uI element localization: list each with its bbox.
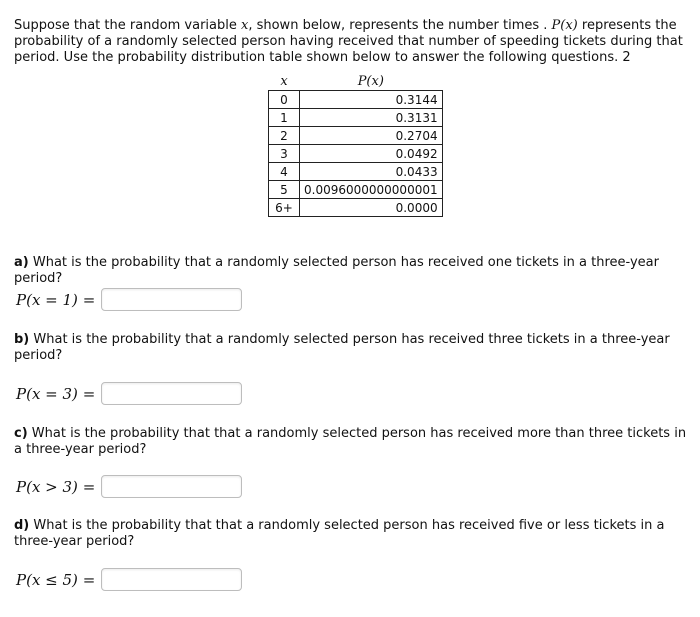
prob-label-b: P(x = 3) = bbox=[16, 384, 96, 403]
answer-input-c[interactable] bbox=[101, 475, 242, 498]
px-symbol: P(x) bbox=[551, 18, 578, 33]
table-row: 3 0.0492 bbox=[269, 145, 443, 163]
table-header-x: x bbox=[280, 73, 288, 89]
question-a: a) What is the probability that a randomly selected person has received one tickets in a three-year period? bbox=[14, 255, 659, 286]
table-row: 2 0.2704 bbox=[269, 127, 443, 145]
prob-label-a: P(x = 1) = bbox=[16, 290, 96, 309]
prob-label-c: P(x > 3) = bbox=[16, 477, 96, 496]
answer-input-b[interactable] bbox=[101, 382, 242, 405]
answer-row-d bbox=[16, 568, 242, 591]
table-row: 1 0.3131 bbox=[269, 109, 443, 127]
prob-label-d: P(x ≤ 5) = bbox=[16, 570, 96, 589]
answer-row-c bbox=[16, 475, 242, 498]
table-header-px: P(x) bbox=[357, 73, 384, 89]
answer-row-a bbox=[16, 288, 242, 311]
table-row: 6+ 0.0000 bbox=[269, 199, 443, 217]
answer-row-b bbox=[16, 382, 242, 405]
table-row: 5 0.0096000000000001 bbox=[269, 181, 443, 199]
answer-input-a[interactable] bbox=[101, 288, 242, 311]
table-row: 4 0.0433 bbox=[269, 163, 443, 181]
problem-intro: Suppose that the random variable x, shown below, represents the number times . P(x) represents the probability of a randomly selected person having received that number of speeding tickets during that period. Use the probability distribution table shown below to answer the following questions. 2 bbox=[14, 18, 683, 65]
x-symbol: x bbox=[240, 18, 249, 33]
question-d: d) What is the probability that that a randomly selected person has received five or less tickets in a three-year period? bbox=[14, 518, 665, 549]
question-c: c) What is the probability that that a randomly selected person has received more than three tickets in a three-year period? bbox=[14, 426, 687, 457]
answer-input-d[interactable] bbox=[101, 568, 242, 591]
table-row: 0 0.3144 bbox=[269, 91, 443, 109]
question-b: b) What is the probability that a randomly selected person has received three tickets in a three-year period? bbox=[14, 332, 670, 363]
probability-distribution-table bbox=[268, 72, 443, 217]
